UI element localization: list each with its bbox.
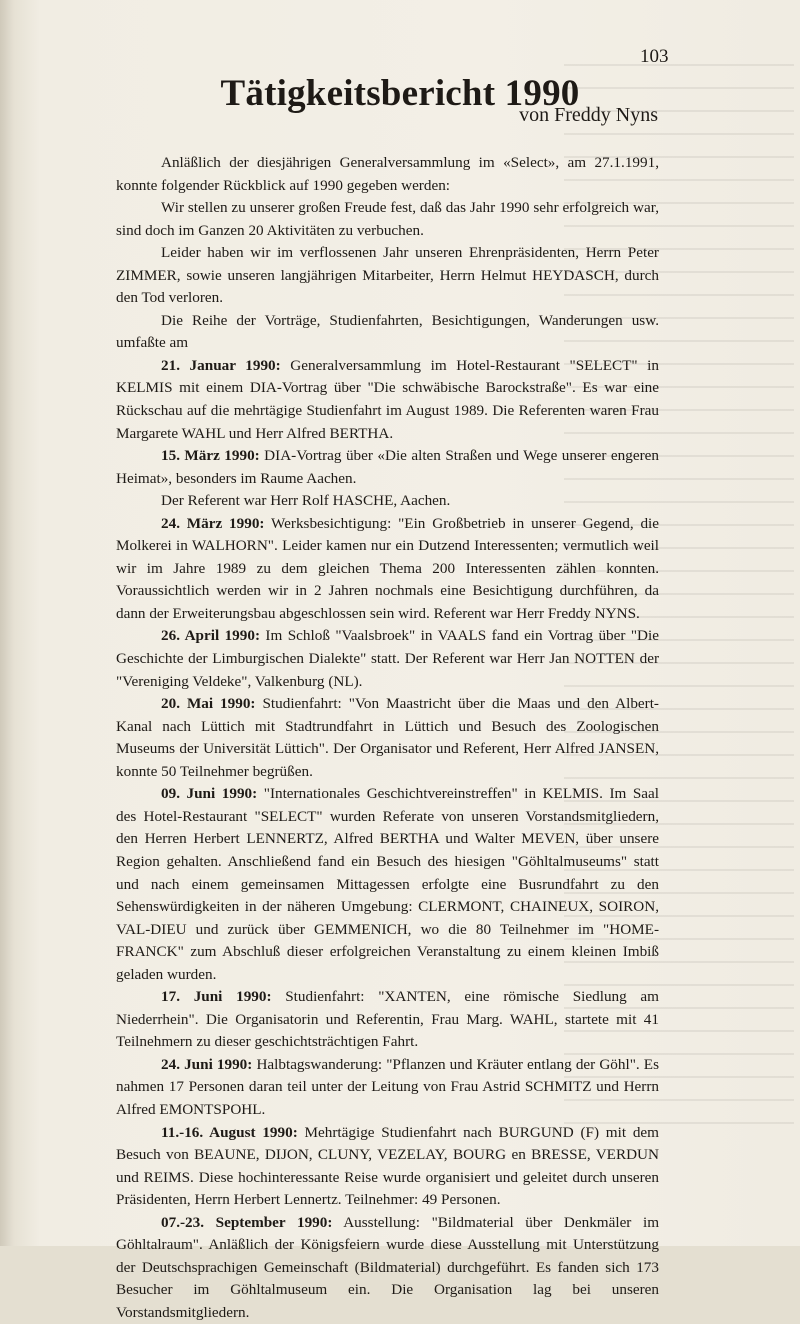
report-paragraph bbox=[116, 513, 659, 626]
report-paragraph bbox=[116, 490, 659, 513]
paragraph-text: Im Schloß "Vaalsbroek" in VAALS fand ein Vortrag über "Die Geschichte der Limburgischen Dialekte" statt. Der Referent war Herr Jan NOTTEN der "Vereniging Veldeke", Valkenburg (NL). bbox=[116, 627, 659, 690]
activity-date: 17. Juni 1990: bbox=[161, 988, 272, 1006]
paragraph-text: Werksbesichtigung: "Ein Großbetrieb in unserer Gegend, die Molkerei in WALHORN". Leider kamen nur ein Dutzend Interessenten; vermutlich weil wir im Jahre 1989 zu dem gleichen Thema 200 Interessenten zählen konnten. Voraussichtlich werden wir in 2 Jahren nochmals eine Besichtigung durchführen, da dann der Erweiterungsbau abgeschlossen sein wird. Referent war Herr Freddy NYNS. bbox=[116, 514, 659, 622]
paragraph-text: Generalversammlung im Hotel-Restaurant "SELECT" in KELMIS mit einem DIA-Vortrag über "Die schwäbische Barockstraße". Es war eine Rückschau auf die mehrtägige Studienfahrt im August 1989. Die Referenten waren Frau Margarete WAHL und Herr Alfred BERTHA. bbox=[116, 356, 659, 442]
report-paragraph bbox=[116, 1212, 659, 1324]
page-number: 103 bbox=[640, 46, 669, 67]
report-paragraph bbox=[116, 197, 659, 242]
activity-date: 11.-16. August 1990: bbox=[161, 1123, 298, 1141]
paragraph-text: Anläßlich der diesjährigen Generalversammlung im «Select», am 27.1.1991, konnte folgender Rückblick auf 1990 gegeben werden: bbox=[116, 154, 659, 194]
activity-date: 15. März 1990: bbox=[161, 447, 260, 465]
paragraph-text: Die Reihe der Vorträge, Studienfahrten, Besichtigungen, Wanderungen usw. umfaßte am bbox=[116, 311, 659, 352]
activity-date: 26. April 1990: bbox=[161, 627, 261, 645]
activity-date: 20. Mai 1990: bbox=[161, 695, 256, 713]
report-paragraph bbox=[116, 986, 659, 1054]
activity-date: 09. Juni 1990: bbox=[161, 785, 258, 803]
activity-date: 21. Januar 1990: bbox=[161, 356, 281, 374]
page-title: Tätigkeitsbericht 1990 bbox=[220, 73, 580, 114]
report-paragraph bbox=[116, 355, 659, 445]
report-paragraph bbox=[116, 152, 659, 197]
report-paragraph bbox=[116, 310, 659, 355]
paragraph-text: Halbtagswanderung: "Pflanzen und Kräuter entlang der Göhl". Es nahmen 17 Personen daran teil unter der Leitung von Frau Astrid SCHMITZ und Herrn Alfred EMONTSPOHL. bbox=[116, 1055, 659, 1118]
report-paragraph bbox=[116, 445, 659, 490]
activity-date: 24. März 1990: bbox=[161, 514, 265, 532]
paragraph-text: Leider haben wir im verflossenen Jahr unseren Ehrenpräsidenten, Herrn Peter ZIMMER, sowie unseren langjährigen Mitarbeiter, Herrn Helmut HEYDASCH, durch den Tod verloren. bbox=[116, 244, 659, 307]
paragraph-text: Ausstellung: "Bildmaterial über Denkmäler im Göhltalraum". Anläßlich der Königsfeiern wurde diese Ausstellung mit Unterstützung der Deutschsprachigen Gemeinschaft (Bildmaterial) durchgeführt. Es fanden sich 173 Besucher im Göhltalmuseum ein. Die Organisation lag bei unseren Vorstandsmitgliedern. bbox=[116, 1213, 660, 1321]
paragraph-text: Wir stellen zu unserer großen Freude fest, daß das Jahr 1990 sehr erfolgreich war, sind doch im Ganzen 20 Aktivitäten zu verbuchen. bbox=[116, 199, 659, 239]
author-byline: von Freddy Nyns bbox=[519, 104, 658, 126]
activity-date: 07.-23. September 1990: bbox=[161, 1213, 333, 1231]
paragraph-text: Studienfahrt: "XANTEN, eine römische Siedlung am Niederrhein". Die Organisatorin und Referentin, Frau Marg. WAHL, startete mit 41 Teilnehmern zu dieser geschichtsträchtigen Fahrt. bbox=[116, 988, 659, 1051]
report-paragraph bbox=[116, 625, 659, 693]
report-paragraph bbox=[116, 1054, 659, 1122]
report-paragraph bbox=[116, 693, 659, 783]
paragraph-text: "Internationales Geschichtvereinstreffen" in KELMIS. Im Saal des Hotel-Restaurant "SELECT" wurden Referate von unseren Vorstandsmitgliedern, den Herren Herbert LENNERTZ, Alfred BERTHA und Walter MEVEN, über unsere Region gehalten. Anschließend fand ein Besuch des hiesigen "Göhltalmuseums" statt und nach einem gemeinsamen Mittagessen erfolgte eine Busrundfahrt zu den Sehenswürdigkeiten in der näheren Umgebung: CLERMONT, CHAINEUX, SOIRON, VAL-DIEU und zurück über GEMMENICH, wo die 80 Teilnehmer im "HOME-FRANCK" zum Abschluß dieser erfolgreichen Veranstaltung zu einem kleinen Imbiß geladen wurden. bbox=[116, 785, 659, 983]
paragraph-text: Der Referent war Herr Rolf HASCHE, Aachen. bbox=[161, 492, 451, 510]
paragraph-text: DIA-Vortrag über «Die alten Straßen und Wege unserer engeren Heimat», besonders im Raume Aachen. bbox=[116, 447, 659, 487]
paragraph-text: Studienfahrt: "Von Maastricht über die Maas und den Albert-Kanal nach Lüttich mit Stadtrundfahrt in Lüttich und Besuch des Zoologischen Museums der Universität Lüttich". Der Organisator und Referent, Herr Alfred JANSEN, konnte 50 Teilnehmer begrüßen. bbox=[116, 695, 659, 780]
report-paragraph bbox=[116, 242, 659, 310]
report-paragraph bbox=[116, 1122, 659, 1212]
activity-date: 24. Juni 1990: bbox=[161, 1055, 253, 1073]
report-paragraph bbox=[116, 783, 659, 986]
paragraph-text: Mehrtägige Studienfahrt nach BURGUND (F) mit dem Besuch von BEAUNE, DIJON, CLUNY, VEZELAY, BOURG en BRESSE, VERDUN und REIMS. Diese hochinteressante Reise wurde organisiert und geleitet durch unseren Präsidenten, Herrn Herbert Lennertz. Teilnehmer: 49 Personen. bbox=[116, 1123, 659, 1209]
report-body bbox=[116, 152, 659, 1324]
